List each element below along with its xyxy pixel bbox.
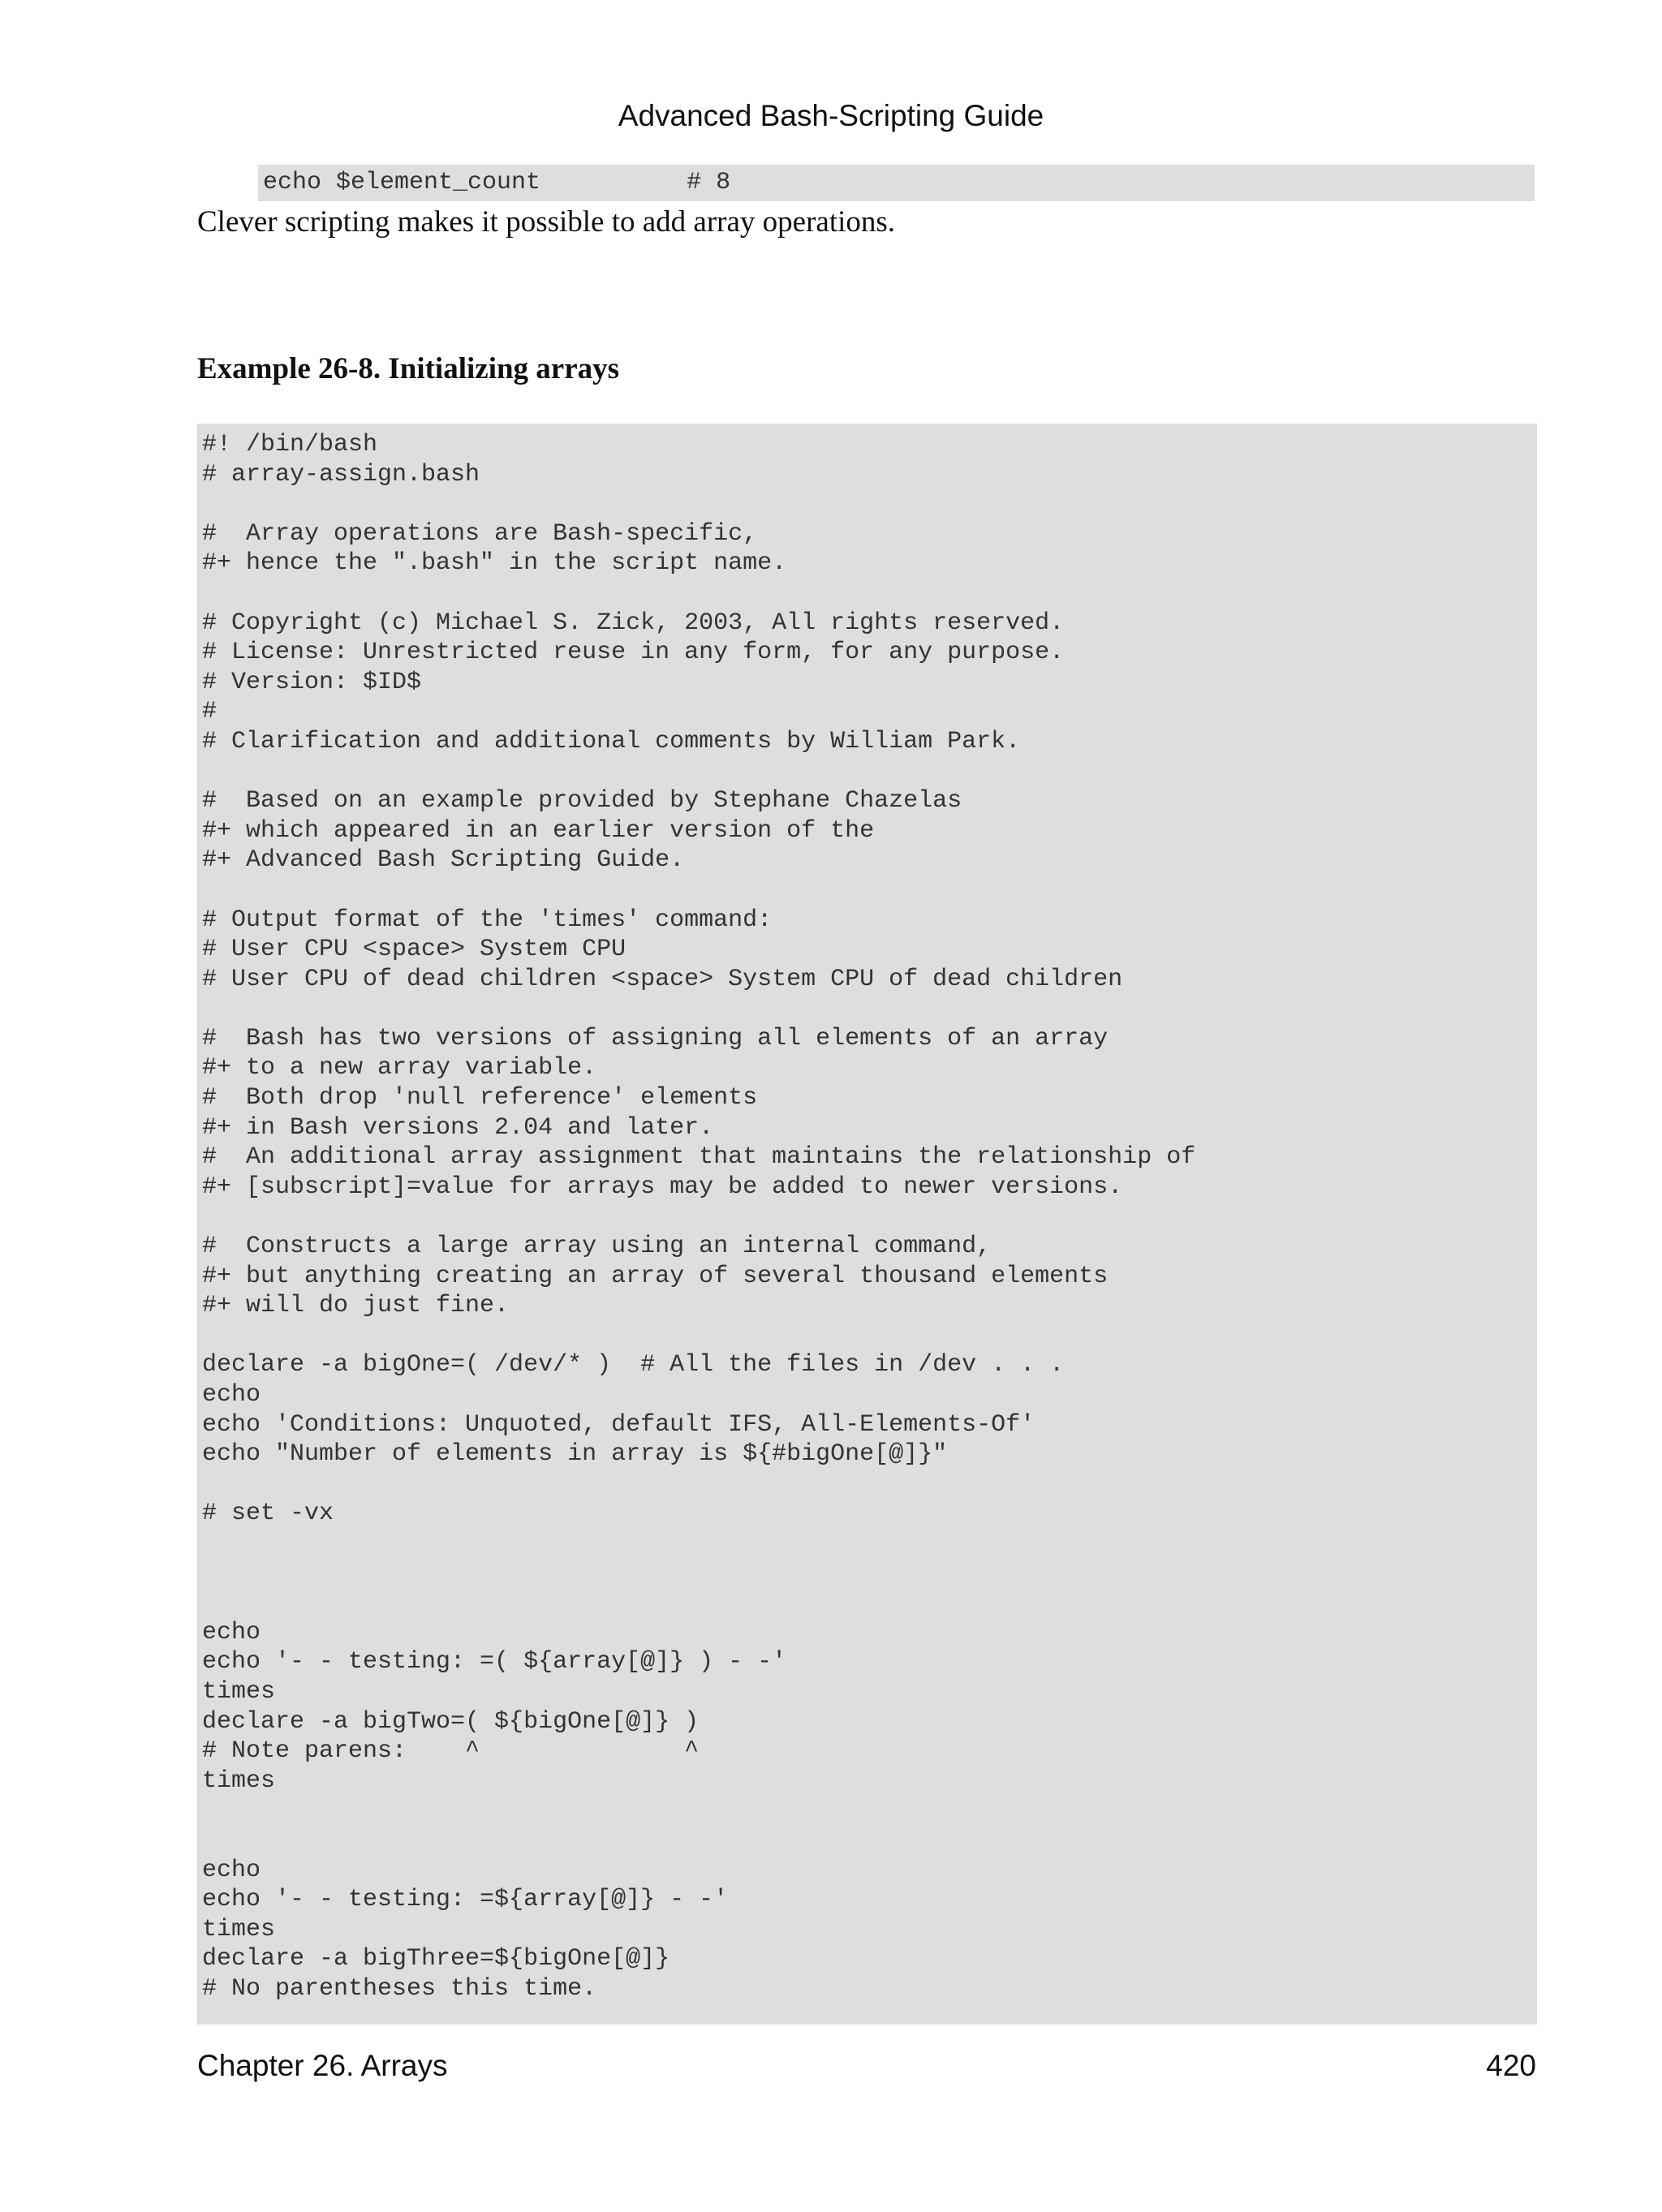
page-header-title: Advanced Bash-Scripting Guide [618, 99, 1044, 132]
body-paragraph: Clever scripting makes it possible to add array operations. [197, 205, 896, 239]
example-title: Example 26-8. Initializing arrays [197, 352, 620, 385]
code-snippet-continuation [258, 165, 1535, 201]
code-listing-text: #! /bin/bash # array-assign.bash # Array operations are Bash-specific, #+ hence the ".bash" in the script name. # Copyright (c) Michael S. Zick, 2003, All rights reserved. # License: Unrestricted reuse in any form, for any purpose. # Version: $ID$ # # Clarification and additional comments by William Park. # Based on an example provided by Stephane Chazelas #+ which appeared in an earlier version of the #+ Advanced Bash Scripting Guide. # Output format of the 'times' command: # User CPU <space> System CPU # User CPU of dead children <space> System CPU of dead children # Bash has two versions of assigning all elements of an array #+ to a new array variable. # Both drop 'null reference' elements #+ in Bash versions 2.04 and later. # An additional array assignment that maintains the relationship of #+ [subscript]=value for arrays may be added to newer versions. # Constructs a large array using an internal command, #+ but anything creating an array of several thousand elements #+ will do just fine. declare -a bigOne=( /dev/* ) # All the files in /dev . . . echo echo 'Conditions: Unquoted, default IFS, All-Elements-Of' echo "Number of elements in array is ${#bigOne[@]}" # set -vx echo echo '- - testing: =( ${array[@]} ) - -' times declare -a bigTwo=( ${bigOne[@]} ) # Note parens: ^ ^ times echo echo '- - testing: =${array[@]} - -' times declare -a bigThree=${bigOne[@]} # No parentheses this time. [202, 431, 1196, 2003]
footer-chapter: Chapter 26. Arrays [197, 2049, 448, 2082]
code-snippet-text: echo $element_count # 8 [263, 169, 731, 196]
code-listing [197, 424, 1537, 2025]
footer-page-number: 420 [1486, 2049, 1536, 2082]
